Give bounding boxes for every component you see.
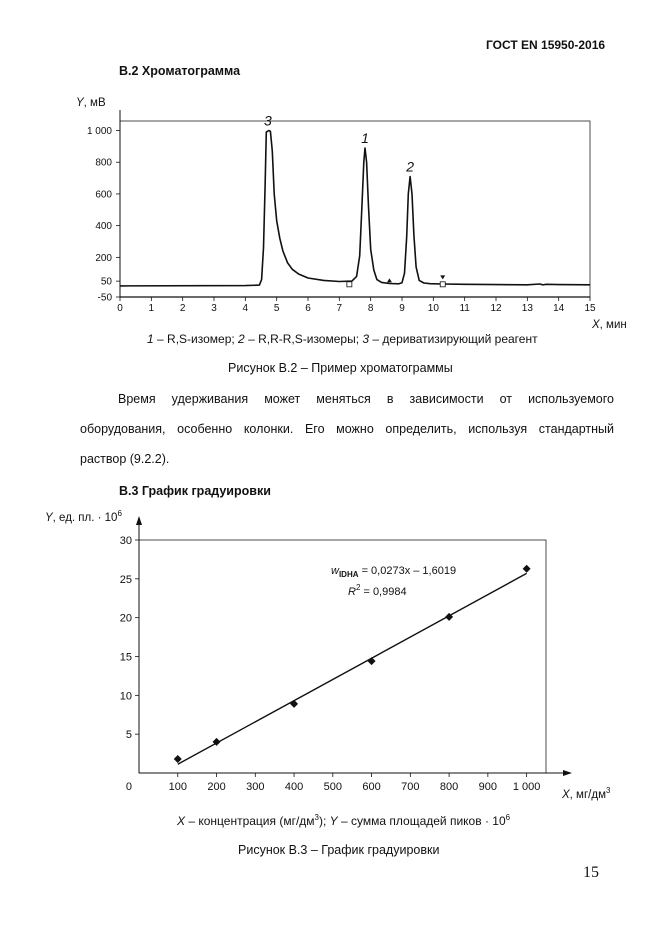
paragraph-line-3: раствор (9.2.2). — [80, 452, 170, 466]
chromatogram-x-tick-label: 14 — [553, 303, 565, 314]
chromatogram-y-tick-label: -50 — [97, 292, 112, 304]
r2-value: = 0,9984 — [360, 586, 407, 598]
calibration-x-axis-label — [561, 786, 611, 801]
chromatogram-x-tick-label: 4 — [242, 303, 249, 314]
calibration-y-tick-label: 0 — [125, 781, 132, 793]
section-title-calibration: B.3 График градуировки — [119, 484, 271, 498]
calibration-y-axis-var: Y — [45, 512, 53, 524]
chromatogram-y-tick-label: 600 — [95, 189, 112, 201]
chromatogram-y-tick-label: 200 — [95, 252, 112, 264]
chromatogram-x-axis-var: X — [592, 319, 600, 331]
figure-b2-legend — [147, 332, 538, 346]
equation-rhs: = 0,0273x – 1,6019 — [358, 565, 457, 577]
chromatogram-x-tick-label: 15 — [584, 303, 596, 314]
chromatogram-y-axis-var: Y — [76, 97, 84, 109]
calibration-x-tick-label: 900 — [478, 781, 498, 793]
legend-text-2: – R,R-R,S-изомеры; — [244, 332, 363, 346]
page-number: 15 — [583, 864, 599, 881]
chromatogram-peak-label: 2 — [406, 158, 415, 175]
integration-end-arrow — [440, 275, 445, 279]
calibration-y-axis-arrow — [136, 516, 142, 525]
calibration-data-point — [290, 700, 298, 708]
integration-start-marker — [347, 282, 352, 287]
integration-end-marker — [440, 282, 445, 287]
calibration-y-tick-label: 25 — [119, 573, 132, 586]
chromatogram-peak-label: 3 — [263, 112, 272, 129]
r2-sup: 2 — [355, 583, 361, 592]
calibration-x-axis-unit: , мг/дм — [569, 789, 606, 801]
chromatogram-x-tick-label: 12 — [490, 303, 502, 314]
chromatogram-x-axis-label — [591, 319, 627, 331]
legend-num-3: 3 — [362, 332, 370, 346]
figure-b3-caption: Рисунок В.3 – График градуировки — [238, 843, 440, 857]
legend-x-symbol: X — [177, 814, 186, 828]
calibration-r-squared — [348, 583, 407, 598]
chromatogram-x-tick-label: 6 — [305, 303, 311, 314]
calibration-y-axis-label — [45, 509, 122, 524]
legend-y-text: – сумма площадей пиков · 10 — [337, 814, 506, 828]
legend-y-sup: 6 — [505, 813, 511, 822]
calibration-x-tick-label: 600 — [362, 781, 381, 793]
paragraph-line-1: Время удерживания может меняться в зависимости от используемого — [118, 392, 614, 406]
chromatogram-x-tick-label: 9 — [399, 303, 405, 314]
chromatogram-y-axis-unit: , мВ — [83, 97, 106, 109]
chromatogram-peak-label: 1 — [361, 129, 369, 146]
chromatogram-x-tick-label: 3 — [211, 303, 217, 314]
equation-w: w — [331, 565, 339, 577]
chromatogram-x-axis-unit: , мин — [599, 319, 627, 331]
legend-num-2: 2 — [238, 332, 245, 346]
calibration-x-tick-label: 100 — [168, 781, 187, 793]
chromatogram-y-tick-label: 400 — [95, 221, 112, 233]
calibration-x-tick-label: 700 — [401, 781, 420, 793]
paragraph-line-2: оборудования, особенно колонки. Его можно определить, используя стандартный — [80, 422, 614, 436]
calibration-x-tick-label: 500 — [323, 781, 342, 793]
calibration-y-axis-text: , ед. пл. · 10 — [52, 512, 118, 524]
calibration-y-tick-label: 5 — [125, 729, 132, 742]
r2-symbol: R — [348, 586, 356, 598]
figure-b3-legend — [177, 813, 510, 828]
legend-y-symbol: Y — [329, 814, 338, 828]
legend-mid: ); — [319, 814, 330, 828]
chromatogram-x-tick-label: 7 — [336, 303, 343, 314]
calibration-x-tick-label: 200 — [207, 781, 226, 793]
calibration-x-tick-label: 1 000 — [512, 781, 541, 793]
chromatogram-x-tick-label: 11 — [459, 303, 470, 314]
chromatogram-plot-frame — [120, 121, 590, 297]
section-title-chromatogram: B.2 Хроматограмма — [119, 64, 241, 78]
calibration-x-tick-label: 800 — [439, 781, 459, 793]
equation-sub: IDHA — [338, 570, 359, 579]
legend-text-3: – дериватизирующий реагент — [369, 332, 538, 346]
calibration-x-axis-arrow — [563, 770, 572, 776]
calibration-y-tick-label: 10 — [119, 690, 132, 703]
document-header: ГОСТ EN 15950-2016 — [486, 38, 606, 52]
legend-x-text: – концентрация (мг/дм — [185, 814, 315, 828]
chromatogram-y-tick-label: 800 — [95, 157, 112, 169]
chromatogram-y-tick-label: 50 — [100, 276, 112, 288]
calibration-y-axis-sup: 6 — [117, 509, 122, 518]
integration-split-marker — [387, 278, 392, 282]
chromatogram-x-tick-label: 13 — [521, 303, 533, 314]
calibration-data-point — [368, 657, 376, 665]
legend-x-sup: 3 — [314, 813, 319, 822]
chromatogram-x-tick-label: 10 — [427, 303, 439, 314]
chromatogram-x-tick-label: 1 — [148, 303, 155, 314]
calibration-data-point — [523, 565, 531, 573]
chromatogram-signal-line — [120, 131, 590, 286]
calibration-data-point — [174, 755, 182, 763]
figure-b2-caption: Рисунок В.2 – Пример хроматограммы — [228, 361, 453, 375]
chromatogram-x-tick-label: 2 — [179, 303, 186, 314]
chromatogram-y-axis-label — [76, 97, 106, 109]
calibration-y-tick-label: 30 — [119, 535, 132, 547]
legend-num-1: 1 — [147, 332, 154, 346]
body-paragraph — [80, 384, 614, 474]
calibration-x-axis-sup: 3 — [605, 786, 611, 795]
calibration-y-tick-label: 20 — [119, 612, 132, 625]
chromatogram-x-tick-label: 0 — [117, 303, 123, 314]
calibration-x-tick-label: 400 — [284, 781, 304, 793]
chromatogram-y-tick-label: 1 000 — [86, 126, 112, 138]
calibration-x-tick-label: 300 — [246, 781, 265, 793]
calibration-trendline — [178, 573, 527, 764]
calibration-y-tick-label: 15 — [119, 651, 132, 664]
legend-text-1: – R,S-изомер; — [153, 332, 239, 346]
chromatogram-x-tick-label: 5 — [273, 303, 280, 314]
calibration-equation — [331, 565, 456, 579]
calibration-x-axis-var: X — [562, 789, 570, 801]
chromatogram-x-tick-label: 8 — [367, 303, 374, 314]
